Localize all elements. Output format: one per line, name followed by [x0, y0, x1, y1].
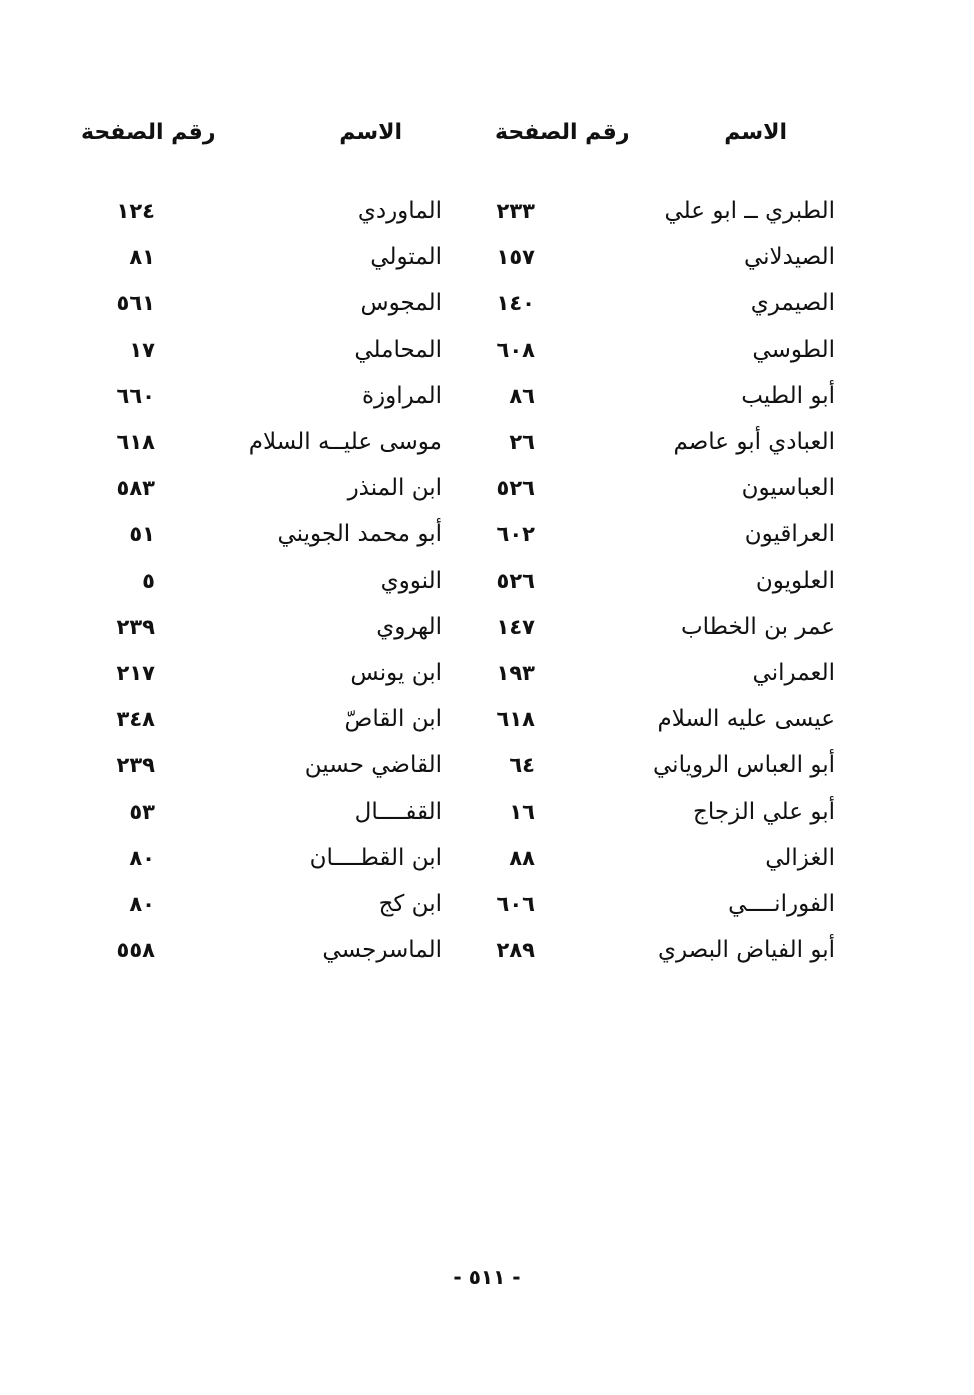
- entry-name: القفــــال: [354, 798, 442, 825]
- index-list-left: [95, 188, 450, 973]
- index-entry-row: [475, 234, 835, 280]
- index-entry-row: [475, 465, 835, 511]
- entry-page-number: ١٦: [509, 799, 535, 824]
- index-entry-row: [95, 558, 450, 604]
- index-entry-row: [475, 327, 835, 373]
- entry-page-number: ٦٤: [509, 753, 535, 778]
- entry-page-number: ٢٣٩: [116, 614, 155, 639]
- index-entry-row: [475, 511, 835, 557]
- entry-page-number: ١٩٣: [496, 660, 535, 685]
- entry-name: المحاملي: [354, 336, 442, 363]
- index-entry-row: [475, 835, 835, 881]
- entry-name: عمر بن الخطاب: [680, 613, 835, 640]
- index-entry-row: [95, 788, 450, 834]
- entry-name: القاضي حسين: [304, 752, 442, 779]
- entry-name: الفورانــــي: [728, 890, 835, 917]
- index-entry-row: [475, 280, 835, 326]
- index-entry-row: [475, 188, 835, 234]
- column-header-right: [475, 110, 835, 154]
- entry-page-number: ٨١: [129, 245, 155, 270]
- index-entry-row: [95, 234, 450, 280]
- entry-name: عيسى عليه السلام: [657, 706, 835, 733]
- index-entry-row: [475, 558, 835, 604]
- entry-name: ابن يونس: [350, 659, 442, 686]
- index-entry-row: [95, 280, 450, 326]
- entry-page-number: ٨٦: [509, 383, 535, 408]
- entry-page-number: ٢٣٩: [116, 753, 155, 778]
- entry-page-number: ٦٠٢: [496, 522, 535, 547]
- entry-name: العباسيون: [741, 475, 835, 502]
- entry-name: العبادي أبو عاصم: [673, 429, 835, 456]
- index-entry-row: [475, 742, 835, 788]
- index-entry-row: [95, 742, 450, 788]
- entry-name: المجوس: [360, 290, 442, 317]
- index-entry-row: [95, 881, 450, 927]
- entry-page-number: ١٤٧: [496, 614, 535, 639]
- entry-page-number: ٨٠: [129, 845, 155, 870]
- entry-name: الماوردي: [357, 198, 442, 225]
- entry-page-number: ٨٠: [129, 891, 155, 916]
- entry-name: المراوزة: [361, 382, 442, 409]
- index-list-right: [475, 188, 835, 973]
- entry-name: موسى عليــه السلام: [248, 429, 442, 456]
- index-entry-row: [475, 788, 835, 834]
- index-entry-row: [95, 373, 450, 419]
- entry-page-number: ٥١: [129, 522, 155, 547]
- index-entry-row: [95, 696, 450, 742]
- index-entry-row: [475, 419, 835, 465]
- entry-page-number: ٢٦: [509, 430, 535, 455]
- index-entry-row: [95, 511, 450, 557]
- entry-name: أبو العباس الروياني: [653, 752, 835, 779]
- entry-name: ابن المنذر: [347, 475, 442, 502]
- entry-page-number: ٥٨٣: [116, 476, 155, 501]
- entry-page-number: ٦٠٦: [496, 891, 535, 916]
- entry-name: العلويون: [755, 567, 835, 594]
- entry-page-number: ٥٣: [129, 799, 155, 824]
- index-column-right: [475, 110, 835, 973]
- entry-name: الطوسي: [752, 336, 835, 363]
- entry-name: أبو الطيب: [741, 382, 835, 409]
- entry-page-number: ٥: [142, 568, 155, 593]
- entry-name: الهروي: [376, 613, 442, 640]
- index-entry-row: [475, 373, 835, 419]
- index-entry-row: [95, 650, 450, 696]
- header-page-label: رقم الصفحة: [81, 119, 216, 145]
- entry-page-number: ٦٦٠: [116, 383, 155, 408]
- index-entry-row: [95, 188, 450, 234]
- entry-page-number: ٦١٨: [496, 707, 535, 732]
- header-name-label: الاسم: [339, 119, 402, 145]
- index-entry-row: [95, 604, 450, 650]
- entry-name: الصيدلاني: [743, 244, 835, 271]
- entry-page-number: ١٤٠: [496, 291, 535, 316]
- index-entry-row: [475, 927, 835, 973]
- entry-page-number: ٥٢٦: [496, 476, 535, 501]
- page-number: - ٥١١ -: [453, 1265, 521, 1289]
- entry-name: العمراني: [752, 659, 835, 686]
- index-entry-row: [95, 465, 450, 511]
- entry-page-number: ١٢٤: [116, 199, 155, 224]
- index-entry-row: [475, 881, 835, 927]
- entry-page-number: ٨٨: [509, 845, 535, 870]
- entry-page-number: ٦٠٨: [496, 337, 535, 362]
- entry-page-number: ٢٣٣: [496, 199, 535, 224]
- entry-name: أبو الفياض البصري: [657, 937, 835, 964]
- entry-name: المتولي: [370, 244, 442, 271]
- entry-page-number: ٥٥٨: [116, 938, 155, 963]
- entry-name: الطبري ــ ابو علي: [664, 198, 835, 225]
- entry-page-number: ٥٢٦: [496, 568, 535, 593]
- index-column-left: [81, 110, 450, 973]
- entry-name: الغزالي: [765, 844, 835, 871]
- header-name-label: الاسم: [724, 119, 787, 145]
- entry-name: أبو علي الزجاج: [693, 798, 835, 825]
- entry-name: النووي: [380, 567, 442, 594]
- entry-name: أبو محمد الجويني: [277, 521, 442, 548]
- entry-name: ابن القطــــان: [309, 844, 442, 871]
- index-entry-row: [95, 419, 450, 465]
- entry-page-number: ٦١٨: [116, 430, 155, 455]
- entry-name: الصيمري: [750, 290, 835, 317]
- index-entry-row: [475, 604, 835, 650]
- index-entry-row: [475, 696, 835, 742]
- entry-page-number: ١٥٧: [496, 245, 535, 270]
- index-entry-row: [95, 927, 450, 973]
- entry-page-number: ١٧: [129, 337, 155, 362]
- entry-name: العراقيون: [744, 521, 835, 548]
- index-entry-row: [95, 327, 450, 373]
- index-entry-row: [475, 650, 835, 696]
- entry-page-number: ٥٦١: [116, 291, 155, 316]
- entry-name: ابن كج: [378, 890, 442, 917]
- entry-page-number: ٣٤٨: [116, 707, 155, 732]
- entry-name: ابن القاصّ: [344, 706, 442, 733]
- header-page-label: رقم الصفحة: [495, 119, 630, 145]
- entry-page-number: ٢٨٩: [496, 938, 535, 963]
- column-header-left: [81, 110, 450, 154]
- entry-name: الماسرجسي: [322, 937, 442, 964]
- index-entry-row: [95, 835, 450, 881]
- entry-page-number: ٢١٧: [116, 660, 155, 685]
